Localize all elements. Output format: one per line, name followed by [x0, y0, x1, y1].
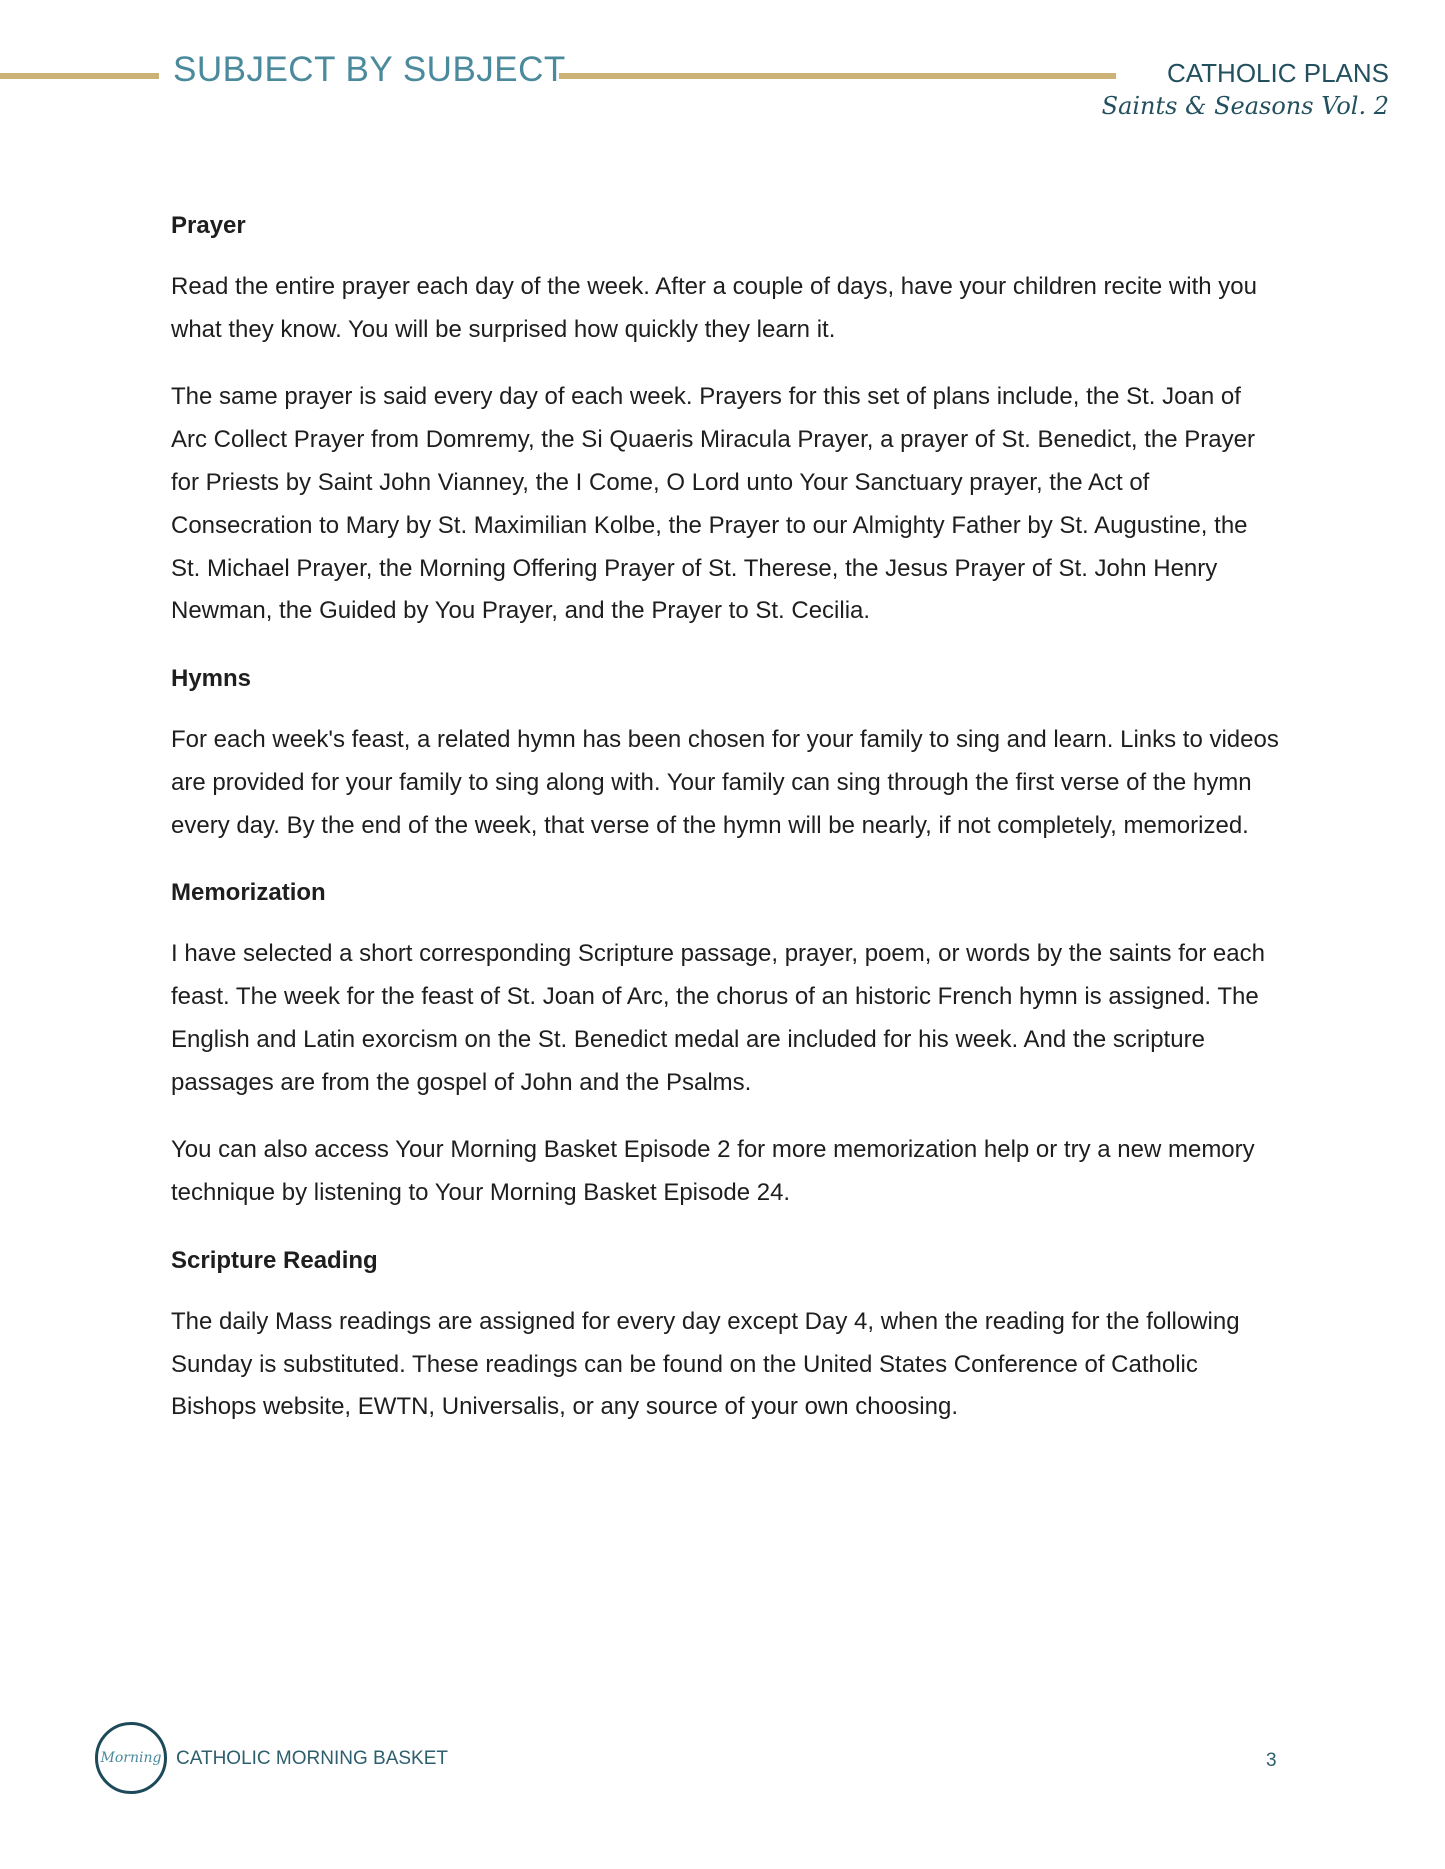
logo-text: Morning	[100, 1750, 162, 1766]
page-number: 3	[1266, 1750, 1277, 1771]
paragraph: Read the entire prayer each day of the week. After a couple of days, have your children recite with you what they know. You will be surprised how quickly they learn it.	[171, 272, 1257, 343]
paragraph: For each week's feast, a related hymn has been chosen for your family to sing and learn. Links to videos are provided for your family to sing along with. Your family can sing through the first verse of the hymn every day. By the end of the week, that verse of the hymn will be nearly, if not completely, memorized.	[171, 725, 1279, 839]
document-body	[171, 205, 1281, 1454]
paragraph: I have selected a short corresponding Scripture passage, prayer, poem, or words by the saints for each feast. The week for the feast of St. Joan of Arc, the chorus of an historic French hymn is assigned. The English and Latin exorcism on the St. Benedict medal are included for his week. And the scripture passages are from the gospel of John and the Psalms.	[171, 940, 1265, 1096]
paragraph: You can also access Your Morning Basket Episode 2 for more memorization help or try a new memory technique by listening to Your Morning Basket Episode 24.	[171, 1136, 1255, 1207]
section-hymns	[171, 658, 1281, 847]
header-rule-right	[559, 73, 1116, 79]
morning-basket-logo	[95, 1722, 167, 1794]
brand-subtitle: Saints & Seasons Vol. 2	[1101, 92, 1389, 120]
heading-scripture-reading: Scripture Reading	[171, 1246, 378, 1274]
paragraph: The same prayer is said every day of each week. Prayers for this set of plans include, the St. Joan of Arc Collect Prayer from Domremy, the Si Quaeris Miracula Prayer, a prayer of St. Benedict, the Prayer for Priests by Saint John Vianney, the I Come, O Lord unto Your Sanctuary prayer, the Act of Consecration to Mary by St. Maximilian Kolbe, the Prayer to our Almighty Father by St. Augustine, the St. Michael Prayer, the Morning Offering Prayer of St. Therese, the Jesus Prayer of St. John Henry Newman, the Guided by You Prayer, and the Prayer to St. Cecilia.	[171, 383, 1255, 625]
heading-hymns: Hymns	[171, 665, 252, 693]
paragraph: The daily Mass readings are assigned for every day except Day 4, when the reading for the following Sunday is substituted. These readings can be found on the United States Conference of Catholic Bishops website, EWTN, Universalis, or any source of your own choosing.	[171, 1307, 1240, 1421]
header-rule-left	[0, 73, 159, 79]
brand-name: CATHOLIC PLANS	[1166, 58, 1389, 88]
footer-label: CATHOLIC MORNING BASKET	[176, 1748, 449, 1769]
section-memorization	[171, 872, 1281, 1215]
heading-prayer: Prayer	[171, 212, 246, 239]
section-scripture-reading	[171, 1240, 1281, 1429]
section-title: SUBJECT BY SUBJECT	[173, 50, 566, 89]
heading-memorization: Memorization	[171, 879, 326, 907]
section-prayer	[171, 205, 1281, 633]
